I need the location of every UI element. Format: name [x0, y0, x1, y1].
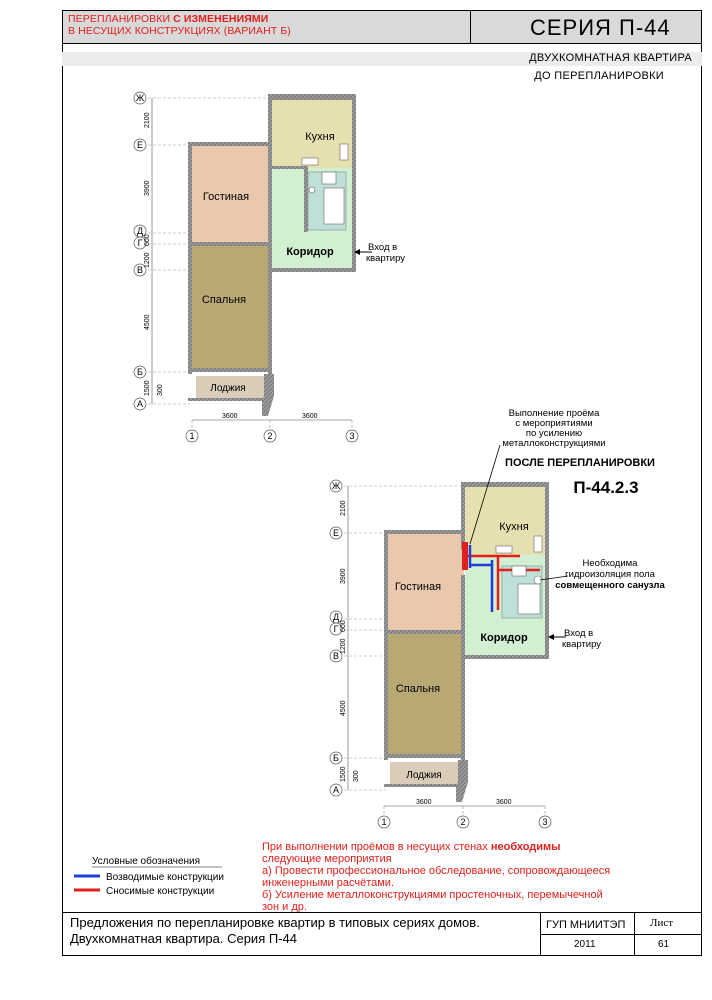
- dimension-after: 1500: [340, 766, 347, 782]
- axis-label-after: В: [332, 651, 340, 661]
- axis-label-before: Б: [137, 367, 143, 377]
- axis-number-before: 2: [267, 431, 273, 441]
- axis-number-after: 2: [460, 817, 466, 827]
- opening-note: Выполнение проёма: [508, 408, 600, 419]
- dimension-before: 1500: [144, 380, 151, 396]
- title-line2: В НЕСУЩИХ КОНСТРУКЦИЯХ (ВАРИАНТ Б): [68, 25, 291, 37]
- apartment-type: ДВУХКОМНАТНАЯ КВАРТИРА: [529, 52, 692, 64]
- opening-note: по усилению: [525, 428, 583, 439]
- notes: [262, 841, 610, 913]
- note-line: а) Провести профессиональное обследование, сопровождающееся: [262, 865, 611, 877]
- title-line1: ПЕРЕПЛАНИРОВКИ: [68, 13, 174, 25]
- axis-label-after: Е: [332, 528, 340, 538]
- entrance-label-before: Вход в: [368, 242, 398, 253]
- footer-sheet-label: Лист: [650, 917, 674, 929]
- axis-label-after: А: [332, 785, 340, 795]
- dimension-after: 3600: [496, 799, 512, 806]
- svg-text:При выполнении проёмов в несущ: [262, 841, 561, 853]
- axis-label-after: Г: [333, 624, 339, 634]
- dimension-after: 600: [340, 620, 347, 632]
- footer-org: ГУП МНИИТЭП: [546, 919, 626, 931]
- dimension-after: 4500: [340, 700, 347, 716]
- axis-label-before: Г: [137, 238, 143, 248]
- axis-label-after: Б: [333, 753, 339, 763]
- bedroom-area-before: [192, 246, 270, 368]
- dimension-before: 2100: [144, 112, 151, 128]
- entrance-label-before: квартиру: [366, 253, 406, 264]
- axis-label-before: Д: [136, 226, 144, 236]
- dimension-before: 600: [144, 234, 151, 246]
- waterproof-note: Необходима: [582, 558, 638, 569]
- entrance-label-after: квартиру: [562, 639, 602, 650]
- room-label-corridor: Коридор: [480, 632, 528, 644]
- footer-title-line1: Предложения по перепланировке квартир в типовых сериях домов.: [70, 915, 480, 930]
- plan-code: П-44.2.3: [573, 478, 639, 497]
- axis-number-after: 1: [381, 817, 387, 827]
- legend: [74, 855, 224, 897]
- note-line: инженерными расчётами.: [262, 877, 395, 889]
- dimension-after: 2100: [340, 500, 347, 516]
- dimension-after: 1200: [340, 638, 347, 654]
- legend-built-label: Возводимые конструкции: [106, 872, 224, 883]
- waterproof-note: гидроизоляция пола: [565, 569, 655, 580]
- footer-sheet-number: 61: [658, 939, 670, 950]
- axis-number-after: 3: [542, 817, 548, 827]
- footer-hline: [540, 934, 702, 935]
- room-label-bedroom: Спальня: [395, 683, 441, 695]
- dimension-before: 3600: [222, 413, 238, 420]
- axis-label-before: А: [136, 399, 144, 409]
- plan-before: [134, 92, 405, 442]
- room-label-kitchen: Кухня: [499, 521, 529, 533]
- footer-title-line2: Двухкомнатная квартира. Серия П-44: [70, 931, 297, 946]
- waterproof-note: совмещенного санузла: [555, 580, 665, 591]
- dimension-after: 300: [353, 770, 360, 782]
- dimension-before: 3900: [144, 180, 151, 196]
- room-label-loggia: Лоджия: [210, 383, 246, 394]
- axis-label-after: Д: [332, 612, 340, 622]
- dimension-before: 1200: [144, 252, 151, 268]
- axis-label-before: Е: [136, 140, 144, 150]
- dimension-before: 3600: [302, 413, 318, 420]
- axis-number-before: 1: [189, 431, 195, 441]
- after-label: ПОСЛЕ ПЕРЕПЛАНИРОВКИ: [505, 457, 655, 469]
- axis-label-before: Ж: [135, 93, 145, 103]
- room-label-corridor: Коридор: [286, 246, 334, 258]
- opening-note: с мероприятиями: [515, 418, 593, 429]
- room-label-loggia: Лоджия: [406, 770, 442, 781]
- dimension-after: 3600: [416, 799, 432, 806]
- room-label-living: Гостиная: [202, 191, 250, 203]
- plan-after: [330, 408, 665, 828]
- opening-note: металлоконструкциями: [502, 438, 606, 449]
- note-line: При выполнении проёмов в несущих стенах: [262, 841, 491, 853]
- axis-label-after: Ж: [331, 481, 341, 491]
- footer-year: 2011: [574, 939, 596, 950]
- title-line1-bold: С ИЗМЕНЕНИЯМИ: [173, 13, 269, 25]
- axis-label-before: В: [136, 265, 144, 275]
- before-label: ДО ПЕРЕПЛАНИРОВКИ: [534, 70, 664, 82]
- series-label: СЕРИЯ П-44: [530, 15, 671, 40]
- legend-title: Условные обозначения: [92, 856, 201, 867]
- dimension-before: 4500: [144, 314, 151, 330]
- note-bold: необходимы: [490, 841, 561, 853]
- room-label-kitchen: Кухня: [305, 131, 335, 143]
- room-label-living: Гостиная: [394, 581, 442, 593]
- note-line: б) Усиление металлоконструкциями простеночных, перемычечной: [262, 889, 603, 901]
- entrance-label-after: Вход в: [564, 628, 594, 639]
- footer-title: [70, 915, 480, 947]
- room-label-bedroom: Спальня: [201, 294, 247, 306]
- axis-number-before: 3: [349, 431, 355, 441]
- dimension-after: 3900: [340, 568, 347, 584]
- note-line: зон и др.: [262, 901, 307, 913]
- dimension-before: 300: [157, 384, 164, 396]
- legend-removed-label: Сносимые конструкции: [106, 886, 215, 897]
- note-line: следующие мероприятия: [262, 853, 392, 865]
